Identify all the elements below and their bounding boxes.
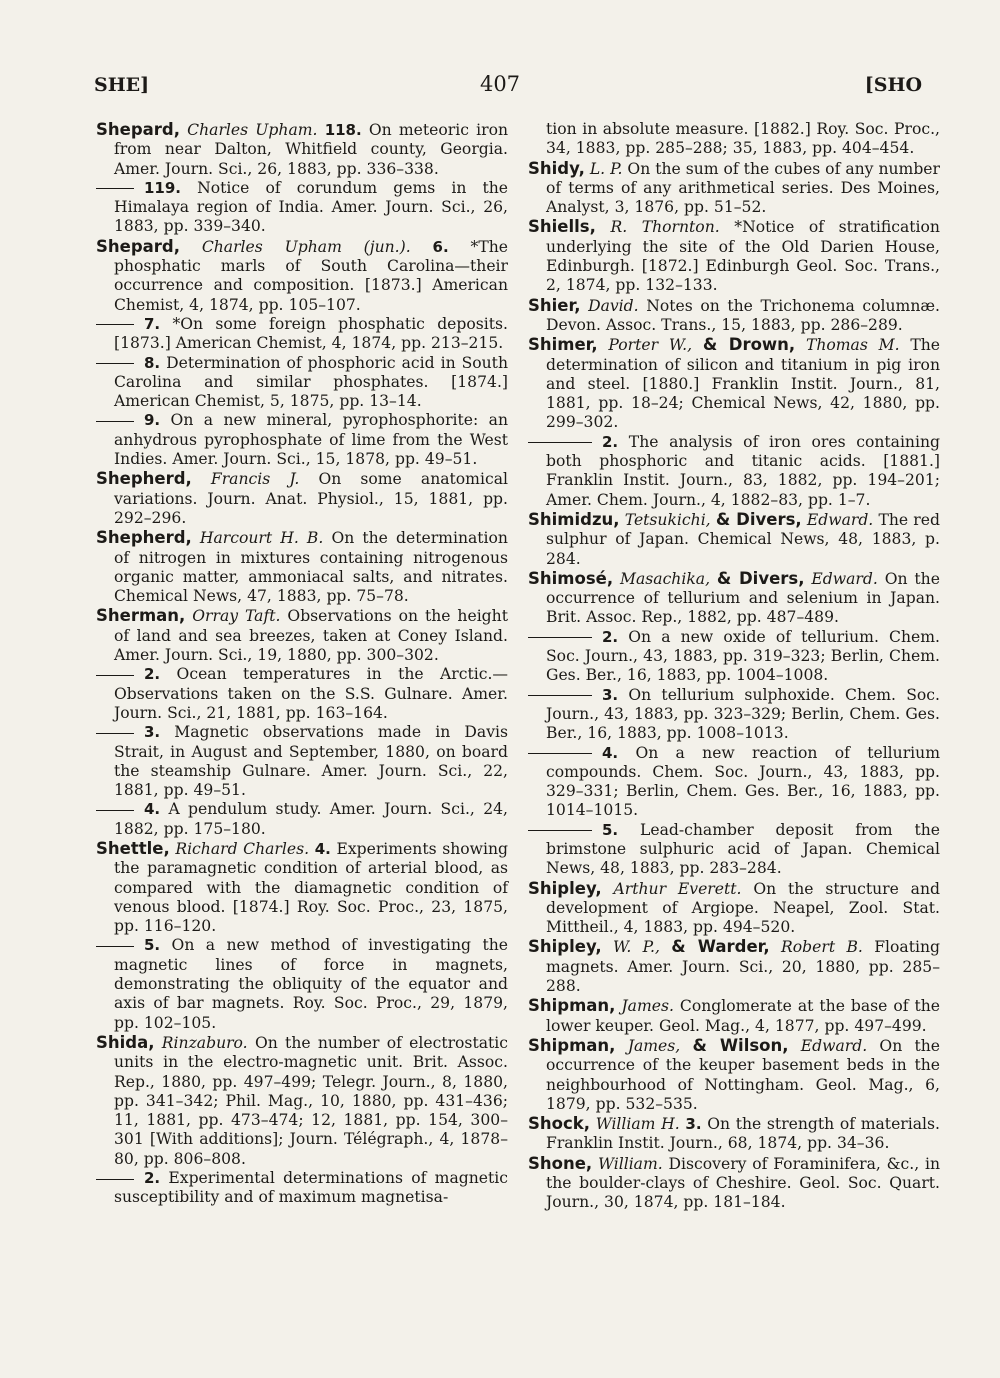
bibliography-entry	[96, 1033, 508, 1169]
author-name: Shepard,	[96, 236, 180, 256]
author-given-name: Francis J.	[210, 470, 300, 489]
ditto-rule	[96, 733, 134, 734]
author-name: Sherman,	[96, 606, 186, 626]
entry-text: On the number of electrostatic units in the electro-magnetic unit. Brit. Assoc. Rep., 1880, pp. 497–499; Telegr. Journ., 8, 1880, pp. 341–342; Phil. Mag., 10, 1880, pp. 431–436; 11, 1881, pp. 473–474; 12, 1881, pp. 154, 300–301 [With additions]; Journ. Télégraph., 4, 1878–80, pp. 806–808.	[114, 1033, 508, 1168]
entry-text: On the structure and development of Argiope. Neapel, Zool. Stat. Mittheil., 4, 1883, pp. 494–520.	[546, 879, 940, 937]
coauthor-given-name: Robert B.	[781, 938, 863, 957]
bibliography-entry	[96, 606, 508, 665]
ditto-rule	[96, 675, 134, 676]
entry-text: On tellurium sulphoxide. Chem. Soc. Journ., 43, 1883, pp. 323–329; Berlin, Chem. Ges. Ber., 16, 1883, pp. 1008–1013.	[546, 685, 940, 743]
author-given-name: Richard Charles.	[175, 839, 310, 858]
entry-text: Discovery of Foraminifera, &c., in the boulder-clays of Cheshire. Geol. Soc. Quart. Journ., 30, 1874, pp. 181–184.	[546, 1154, 940, 1212]
entry-number: 5.	[144, 936, 161, 955]
entry-text: On some anatomical variations. Journ. Anat. Physiol., 15, 1881, pp. 292–296.	[114, 470, 508, 527]
entry-text: Floating magnets. Amer. Journ. Sci., 20, 1880, pp. 285–288.	[546, 938, 940, 996]
ditto-rule	[528, 695, 592, 696]
author-given-name: W. P.,	[613, 938, 660, 957]
entry-number: 3.	[685, 1115, 702, 1134]
bibliography-entry	[96, 237, 508, 315]
author-given-name: Arthur Everett.	[613, 879, 742, 898]
author-name: Shiells,	[528, 217, 596, 237]
entry-text: The red sulphur of Japan. Chemical News, 48, 1883, p. 284.	[546, 510, 940, 568]
author-given-name: William.	[597, 1154, 663, 1173]
bibliography-entry	[528, 296, 940, 336]
entry-text: On the occurrence of tellurium and selenium in Japan. Brit. Assoc. Rep., 1882, pp. 487–489.	[546, 569, 940, 627]
ditto-rule	[96, 946, 134, 947]
author-given-name: David.	[588, 296, 639, 315]
entry-text: Magnetic observations made in Davis Strait, in August and September, 1880, on board the steamship Gulnare. Amer. Journ. Sci., 22, 1881, pp. 49–51.	[114, 723, 508, 800]
entry-text: *On some foreign phosphatic deposits. [1873.] American Chemist, 4, 1874, pp. 213–215.	[114, 314, 508, 353]
entry-text: Determination of phosphoric acid in South Carolina and similar phosphates. [1874.] American Chemist, 5, 1875, pp. 13–14.	[114, 353, 508, 411]
bibliography-entry	[96, 528, 508, 606]
bibliography-entry	[528, 569, 940, 628]
author-given-name: Masachika,	[620, 569, 711, 588]
author-name: Shimer,	[528, 335, 598, 355]
right-column	[528, 120, 940, 1213]
bibliography-entry	[528, 937, 940, 996]
ditto-rule	[528, 637, 592, 638]
bibliography-entry	[96, 120, 508, 179]
entry-text: On a new method of investigating the magnetic lines of force in magnets, demonstrating the obliquity of the equator and axis of bar magnets. Roy. Soc. Proc., 29, 1879, pp. 102–105.	[114, 936, 508, 1032]
entry-number: 6.	[432, 237, 449, 256]
entry-text: On the determination of nitrogen in mixtures containing nitrogenous organic matter, ammoniacal salts, and nitrates. Chemical News, 47, 1883, pp. 75–78.	[114, 529, 508, 606]
coauthor-name: & Divers,	[715, 509, 802, 529]
author-given-name: R. Thornton.	[610, 218, 720, 237]
entry-text: On the strength of materials. Franklin Instit. Journ., 68, 1874, pp. 34–36.	[546, 1115, 940, 1153]
coauthor-given-name: Edward.	[811, 569, 878, 588]
bibliography-entry	[96, 839, 508, 936]
author-name: Shimidzu,	[528, 509, 620, 529]
bibliography-entry	[528, 996, 940, 1036]
bibliography-entry	[528, 433, 940, 510]
author-given-name: William H.	[595, 1115, 680, 1134]
entry-text: The determination of silicon and titanium in pig iron and steel. [1880.] Franklin Instit. Journ., 81, 1881, pp. 18–24; Chemical News, 42, 1880, pp. 299–302.	[546, 336, 940, 432]
coauthor-name: & Divers,	[716, 568, 805, 588]
author-name: Shida,	[96, 1032, 155, 1052]
entry-number: 2.	[144, 1169, 161, 1188]
entry-text: Experimental determinations of magnetic susceptibility and of maximum magnetisa-	[114, 1169, 508, 1207]
author-given-name: James,	[627, 1036, 681, 1055]
coauthor-given-name: Edward.	[800, 1036, 868, 1055]
author-given-name: Charles Upham (jun.).	[201, 237, 411, 256]
ditto-rule	[528, 753, 592, 754]
page-number: 407	[479, 72, 521, 96]
author-name: Shimosé,	[528, 568, 614, 588]
bibliography-entry	[528, 879, 940, 938]
author-name: Shepard,	[96, 120, 180, 139]
bibliography-entry	[96, 469, 508, 528]
entry-text: Notice of corundum gems in the Himalaya region of India. Amer. Journ. Sci., 26, 1883, pp. 339–340.	[114, 178, 508, 236]
author-name: Shipman,	[528, 996, 616, 1016]
bibliography-entry	[528, 744, 940, 821]
bibliography-entry	[528, 510, 940, 569]
coauthor-given-name: Edward.	[806, 510, 874, 529]
entry-number: 8.	[144, 353, 161, 372]
author-given-name: Rinzaburo.	[161, 1033, 248, 1052]
bibliography-entry	[96, 665, 508, 723]
bibliography-entry	[528, 1114, 940, 1154]
bibliography-entry	[96, 936, 508, 1032]
running-head-left: SHE]	[94, 74, 150, 96]
entry-number: 2.	[602, 627, 619, 646]
entry-text: *The phosphatic marls of South Carolina—their occurrence and composition. [1873.] American Chemist, 4, 1874, pp. 105–107.	[114, 237, 508, 314]
entry-text: Lead-chamber deposit from the brimstone sulphuric acid of Japan. Chemical News, 48, 1883, pp. 283–284.	[546, 820, 940, 878]
entry-text: Observations on the height of land and sea breezes, taken at Coney Island. Amer. Journ. Sci., 19, 1880, pp. 300–302.	[114, 607, 508, 665]
entry-text: On the sum of the cubes of any number of terms of any arithmetical series. Des Moines, Analyst, 3, 1876, pp. 51–52.	[546, 159, 940, 217]
author-name: Shepherd,	[96, 528, 192, 548]
entry-text: On a new mineral, pyrophosphorite: an anhydrous pyrophosphate of lime from the West Indies. Amer. Journ. Sci., 15, 1878, pp. 49–51.	[114, 411, 508, 469]
ditto-rule	[96, 324, 134, 325]
bibliography-entry	[528, 1154, 940, 1213]
author-given-name: Porter W.,	[608, 336, 693, 355]
coauthor-name: & Warder,	[671, 937, 770, 957]
bibliography-entry	[96, 179, 508, 237]
author-name: Shone,	[528, 1153, 593, 1173]
bibliography-entry	[528, 628, 940, 686]
bibliography-entry	[528, 686, 940, 744]
author-name: Shipley,	[528, 878, 602, 898]
bibliography-entry	[528, 120, 940, 159]
ditto-rule	[528, 830, 592, 831]
entry-number: 3.	[602, 685, 619, 704]
entry-text: tion in absolute measure. [1882.] Roy. Soc. Proc., 34, 1883, pp. 285–288; 35, 1883, pp. 404–454.	[546, 120, 940, 158]
author-name: Shipley,	[528, 937, 602, 957]
entry-text: *Notice of stratification underlying the site of the Old Darien House, Edinburgh. [1872.] Edinburgh Geol. Soc. Trans., 2, 1874, pp. 132–133.	[546, 218, 940, 295]
bibliography-entry	[528, 217, 940, 295]
bibliography-entry	[96, 800, 508, 839]
bibliography-entry	[96, 723, 508, 800]
entry-number: 4.	[602, 743, 619, 762]
ditto-rule	[528, 442, 592, 443]
bibliography-entry	[528, 335, 940, 432]
entry-number: 2.	[602, 432, 619, 451]
ditto-rule	[96, 188, 134, 189]
author-given-name: Tetsukichi,	[624, 510, 711, 529]
bibliography-entry	[96, 354, 508, 412]
entry-text: Ocean temperatures in the Arctic.—Observations taken on the S.S. Gulnare. Amer. Journ. Sci., 21, 1881, pp. 163–164.	[114, 665, 508, 722]
author-given-name: Charles Upham.	[187, 121, 318, 139]
author-name: Shock,	[528, 1114, 590, 1134]
author-given-name: James.	[621, 997, 674, 1016]
author-name: Shipman,	[528, 1035, 616, 1055]
author-given-name: Orray Taft.	[192, 607, 281, 626]
entry-text: Conglomerate at the base of the lower keuper. Geol. Mag., 4, 1877, pp. 497–499.	[546, 997, 940, 1035]
ditto-rule	[96, 421, 134, 422]
bibliography-entry	[96, 315, 508, 354]
ditto-rule	[96, 810, 134, 811]
bibliography-entry	[528, 821, 940, 879]
bibliography-entry	[96, 1169, 508, 1208]
entry-number: 118.	[324, 121, 362, 139]
running-head-right: [SHO	[864, 74, 922, 96]
entry-text: The analysis of iron ores containing both phosphoric and titanic acids. [1881.] Franklin Instit. Journ., 83, 1882, pp. 194–201; Amer. Chem. Journ., 4, 1882–83, pp. 1–7.	[546, 432, 940, 509]
author-name: Shettle,	[96, 838, 170, 858]
entry-number: 5.	[602, 820, 619, 839]
author-name: Shier,	[528, 295, 581, 315]
entry-number: 3.	[144, 723, 161, 742]
bibliography-entry	[96, 411, 508, 469]
coauthor-name: & Wilson,	[692, 1035, 789, 1055]
left-column	[96, 120, 508, 1208]
entry-number: 4.	[314, 839, 331, 858]
coauthor-name: & Drown,	[702, 335, 796, 355]
ditto-rule	[96, 363, 134, 364]
author-given-name: Harcourt H. B.	[199, 529, 324, 548]
author-name: Shidy,	[528, 158, 585, 178]
entry-number: 4.	[144, 800, 161, 819]
bibliography-entry	[528, 1036, 940, 1114]
entry-number: 2.	[144, 665, 161, 684]
bibliography-entry	[528, 159, 940, 218]
entry-number: 119.	[144, 178, 182, 197]
ditto-rule	[96, 1179, 134, 1180]
entry-number: 9.	[144, 411, 161, 430]
author-name: Shepherd,	[96, 469, 192, 489]
entry-number: 7.	[144, 314, 161, 333]
entry-text: Experiments showing the paramagnetic condition of arterial blood, as compared with the diamagnetic condition of venous blood. [1874.] Roy. Soc. Proc., 23, 1875, pp. 116–120.	[114, 839, 508, 936]
entry-text: On a new oxide of tellurium. Chem. Soc. Journ., 43, 1883, pp. 319–323; Berlin, Chem. Ges. Ber., 16, 1883, pp. 1004–1008.	[546, 627, 940, 685]
entry-text: A pendulum study. Amer. Journ. Sci., 24, 1882, pp. 175–180.	[114, 800, 508, 838]
entry-text: On a new reaction of tellurium compounds. Chem. Soc. Journ., 43, 1883, pp. 329–331; Berlin, Chem. Ges. Ber., 16, 1883, pp. 1014–1015.	[546, 743, 940, 820]
coauthor-given-name: Thomas M.	[805, 336, 900, 355]
author-given-name: L. P.	[589, 159, 623, 178]
entry-text: On the occurrence of the keuper basement beds in the neighbourhood of Nottingham. Geol. Mag., 6, 1879, pp. 532–535.	[546, 1036, 941, 1113]
entry-text: Notes on the Trichonema columnæ. Devon. Assoc. Trans., 15, 1883, pp. 286–289.	[546, 296, 940, 334]
entry-text: On meteoric iron from near Dalton, Whitfield county, Georgia. Amer. Journ. Sci., 26, 1883, pp. 336–338.	[114, 121, 509, 178]
